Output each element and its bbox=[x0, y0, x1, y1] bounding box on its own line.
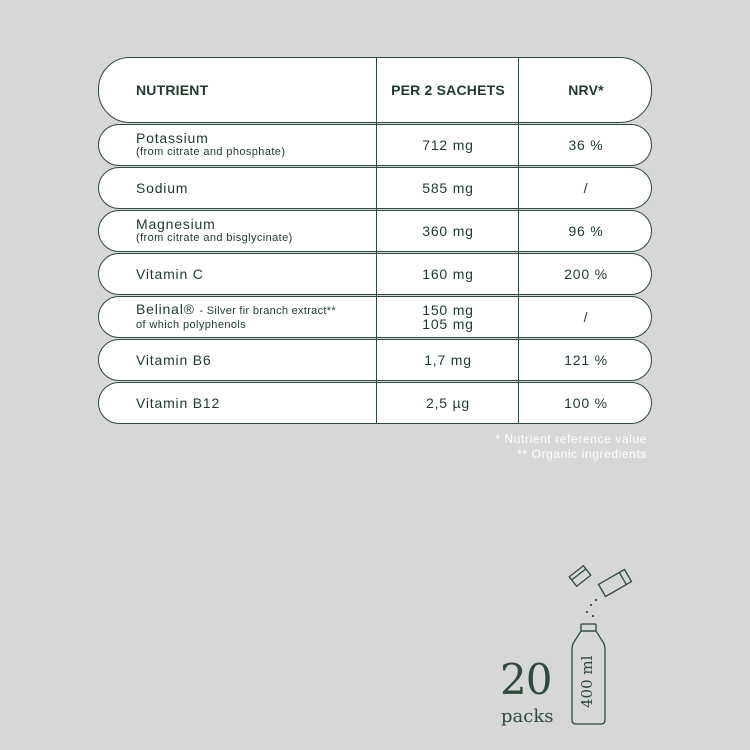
nutrient-name-line bbox=[136, 302, 336, 319]
table-row bbox=[98, 124, 652, 166]
amount-cell bbox=[377, 254, 519, 294]
nutrition-table bbox=[98, 57, 652, 425]
nrv-value: 100 % bbox=[564, 395, 608, 411]
nutrient-name: Vitamin B6 bbox=[136, 351, 212, 368]
amount-value: 712 mg bbox=[422, 137, 474, 153]
nrv-cell bbox=[519, 340, 653, 380]
header-amount: PER 2 SACHETS bbox=[391, 82, 505, 98]
nutrient-cell bbox=[136, 340, 211, 380]
nutrient-source: of which polyphenols bbox=[136, 319, 247, 331]
amount-value: 2,5 µg bbox=[425, 395, 470, 411]
table-row bbox=[98, 296, 652, 338]
packs-count: 20 bbox=[500, 655, 552, 704]
table-row bbox=[98, 210, 652, 252]
nrv-value: / bbox=[583, 309, 589, 325]
nutrient-name: Sodium bbox=[136, 179, 189, 196]
header-cell-nutrient bbox=[136, 58, 208, 122]
table-row bbox=[98, 339, 652, 381]
footnotes bbox=[495, 432, 647, 462]
nutrient-description: - Silver fir branch extract** bbox=[199, 305, 336, 317]
nutrient-name: Vitamin B12 bbox=[136, 394, 221, 411]
nutrient-cell bbox=[136, 254, 204, 294]
nrv-cell bbox=[519, 297, 653, 337]
amount-value-secondary: 105 mg bbox=[422, 316, 474, 332]
bottle-volume-label: 400 ml bbox=[578, 655, 596, 708]
header-cell-amount bbox=[377, 58, 519, 122]
column-divider-amount bbox=[376, 57, 377, 423]
amount-cell bbox=[377, 340, 519, 380]
nrv-value: 36 % bbox=[568, 137, 604, 153]
nutrient-name: Belinal® bbox=[136, 301, 195, 317]
header-nutrient: NUTRIENT bbox=[136, 82, 209, 98]
header-cell-nrv bbox=[519, 58, 653, 122]
amount-cell bbox=[377, 297, 519, 337]
amount-value: 150 mg bbox=[422, 302, 474, 318]
nrv-value: 121 % bbox=[564, 352, 608, 368]
amount-cell bbox=[377, 125, 519, 165]
nrv-value: 96 % bbox=[568, 223, 604, 239]
nrv-value: 200 % bbox=[564, 266, 608, 282]
nutrient-source: (from citrate and bisglycinate) bbox=[136, 232, 293, 244]
nrv-cell bbox=[519, 211, 653, 251]
table-row bbox=[98, 167, 652, 209]
nutrient-cell bbox=[136, 168, 188, 208]
amount-cell bbox=[377, 383, 519, 423]
amount-value: 585 mg bbox=[422, 180, 474, 196]
powder-dots bbox=[586, 599, 597, 617]
column-divider-nrv bbox=[518, 57, 519, 423]
nutrient-name: Potassium bbox=[136, 130, 209, 146]
amount-value: 360 mg bbox=[422, 223, 474, 239]
table-header-row bbox=[98, 57, 652, 123]
amount-cell bbox=[377, 168, 519, 208]
nrv-cell bbox=[519, 168, 653, 208]
nrv-cell bbox=[519, 254, 653, 294]
nrv-cell bbox=[519, 125, 653, 165]
footnote-organic: ** Organic ingredients bbox=[517, 447, 647, 461]
nutrient-name: Vitamin C bbox=[136, 265, 204, 282]
packs-label: packs bbox=[501, 706, 554, 727]
nutrient-source: (from citrate and phosphate) bbox=[136, 146, 286, 158]
footnote-nrv: * Nutrient reference value bbox=[495, 432, 647, 446]
nutrient-name: Magnesium bbox=[136, 216, 216, 232]
amount-value: 160 mg bbox=[422, 266, 474, 282]
nutrient-cell bbox=[136, 125, 285, 165]
sachet-icon bbox=[569, 566, 631, 597]
sachet-bottle-illustration bbox=[560, 560, 650, 730]
nutrient-cell bbox=[136, 383, 220, 423]
nrv-cell bbox=[519, 383, 653, 423]
nutrient-cell bbox=[136, 297, 336, 337]
nutrient-cell bbox=[136, 211, 293, 251]
amount-cell bbox=[377, 211, 519, 251]
header-nrv: NRV* bbox=[568, 82, 604, 98]
nrv-value: / bbox=[583, 180, 589, 196]
table-row bbox=[98, 253, 652, 295]
amount-value: 1,7 mg bbox=[424, 352, 472, 368]
table-row bbox=[98, 382, 652, 424]
